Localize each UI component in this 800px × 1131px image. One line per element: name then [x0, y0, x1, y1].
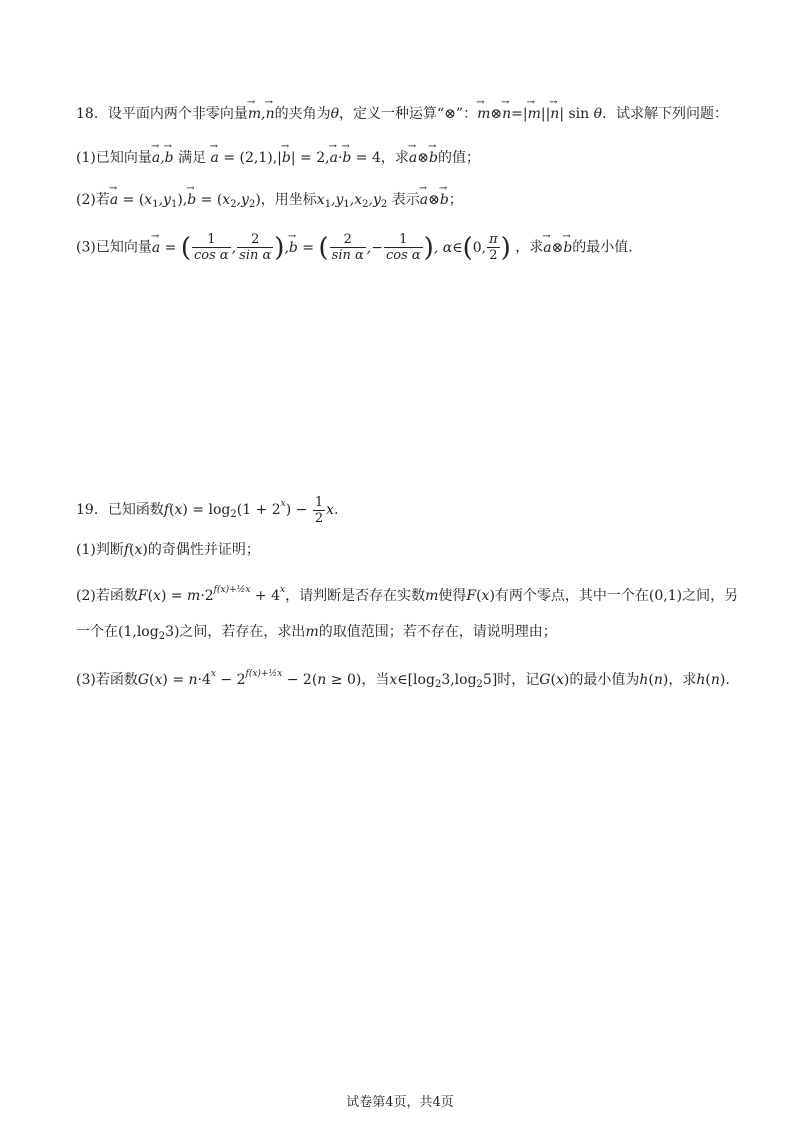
math-f-definition: $f(x) = \log_2(1 + 2^x)$ − $\frac{1}{2}$ x.: [163, 494, 339, 526]
math-fx: f(x): [123, 542, 148, 558]
math-vectors-ab: → a,→ b: [152, 150, 174, 166]
math-x-range: $x\in[\log_23,\log_25]$: [389, 672, 498, 690]
q18-part1: (1)已知向量→ a,→ b 满足 → a = (2,1),|→ b| = 2,→ a·→ b = 4，求→ a⊗→ b的值；: [76, 148, 480, 168]
q19-part2-line1: (2)若函数$F(x) = m\cdot 2^{f(x)+\frac{1}{2}x} + 4^x$，请判断是否存在实数m使得F(x)有两个零点，其中一个在(0,1)之间，另: [76, 585, 739, 604]
q18-part2: (2)若→ $a = (x_1,y_1),\to b = (x_2,y_2)$，用坐标$x_1,y_1,x_2,y_2$ 表示→ a⊗→ b；: [76, 190, 463, 215]
math-m: m: [305, 624, 319, 640]
math-a-otimes-b: → a⊗→ b: [543, 240, 572, 256]
math-G-definition: $G(x) = n\cdot 4^x - 2^{f(x)+\frac{1}{2}x} - 2(n \ge 0)$: [137, 669, 362, 688]
math-theta: θ: [330, 106, 340, 122]
math-Gx: G(x): [539, 672, 570, 688]
math-coordinates: → $a = (x_1,y_1),\to b = (x_2,y_2)$: [110, 192, 261, 208]
math-F-definition: $F(x) = m\cdot 2^{f(x)+\frac{1}{2}x} + 4^x$: [137, 585, 286, 604]
math-hn: h(n): [639, 672, 669, 688]
math-hn-end: h(n).: [696, 672, 730, 688]
math-given-conditions: → a = (2,1),|→ b| = 2,→ a·→ b = 4: [211, 150, 381, 166]
math-operation-definition: → m⊗→ n=|→ m||→ n| sin θ: [477, 106, 602, 122]
q19-part3: (3)若函数$G(x) = n\cdot 4^x - 2^{f(x)+\frac{1}{2}x} - 2(n \ge 0)$，当$x\in[\log_23,\log_25]$时，记G(x)的最小值为h(n)，求h(n).: [76, 669, 730, 690]
math-m: m: [425, 588, 439, 604]
q18-intro: 18．设平面内两个非零向量→ m,→ n的夹角为θ，定义一种运算“⊗”：→ m⊗→ n=|→ m||→ n| sin θ．试求解下列问题：: [76, 104, 728, 124]
math-a-otimes-b: → a⊗→ b: [409, 150, 438, 166]
math-coordinate-list: $x_1,y_1,x_2,y_2$: [316, 192, 388, 210]
q19-part2-line2: 一个在$(1,\log_23)$之间，若存在，求出m的取值范围；若不存在，请说明理由；: [76, 624, 557, 642]
q19-intro: 19．已知函数$f(x) = \log_2(1 + 2^x)$ − $\frac{1}{2}$ x.: [76, 494, 339, 526]
math-vector-definitions: → a = ( $\frac{1}{\text{cos α}}$ , $\frac{2}{\text{sin α}}$ ),→ b = ( $\frac{2}{\text{sin α}}$ ,− $\frac{1}{\text{cos α}}$ ), α∈(0, $\frac{\pi}{2}$ ): [152, 240, 511, 256]
page-footer: 试卷第4页，共4页: [346, 1095, 454, 1110]
math-Fx: F(x): [466, 588, 495, 604]
q19-part1: (1)判断f(x)的奇偶性并证明；: [76, 542, 260, 558]
math-interval-1-log3: $(1,\log_23)$: [118, 624, 180, 642]
math-a-otimes-b: → a⊗→ b: [420, 192, 449, 208]
math-interval-0-1: (0,1): [648, 588, 683, 604]
q18-part3: (3)已知向量→ a = ( $\frac{1}{\text{cos α}}$ , $\frac{2}{\text{sin α}}$ ),→ b = ( $\frac{2}{\text{sin α}}$ ,− $\frac{1}{\text{cos α}}$ ), α∈(0, $\frac{\pi}{2}$ ) ，求→ a⊗→ b的最小值．: [76, 232, 642, 263]
math-vectors-mn: → m,→ n: [248, 106, 275, 122]
